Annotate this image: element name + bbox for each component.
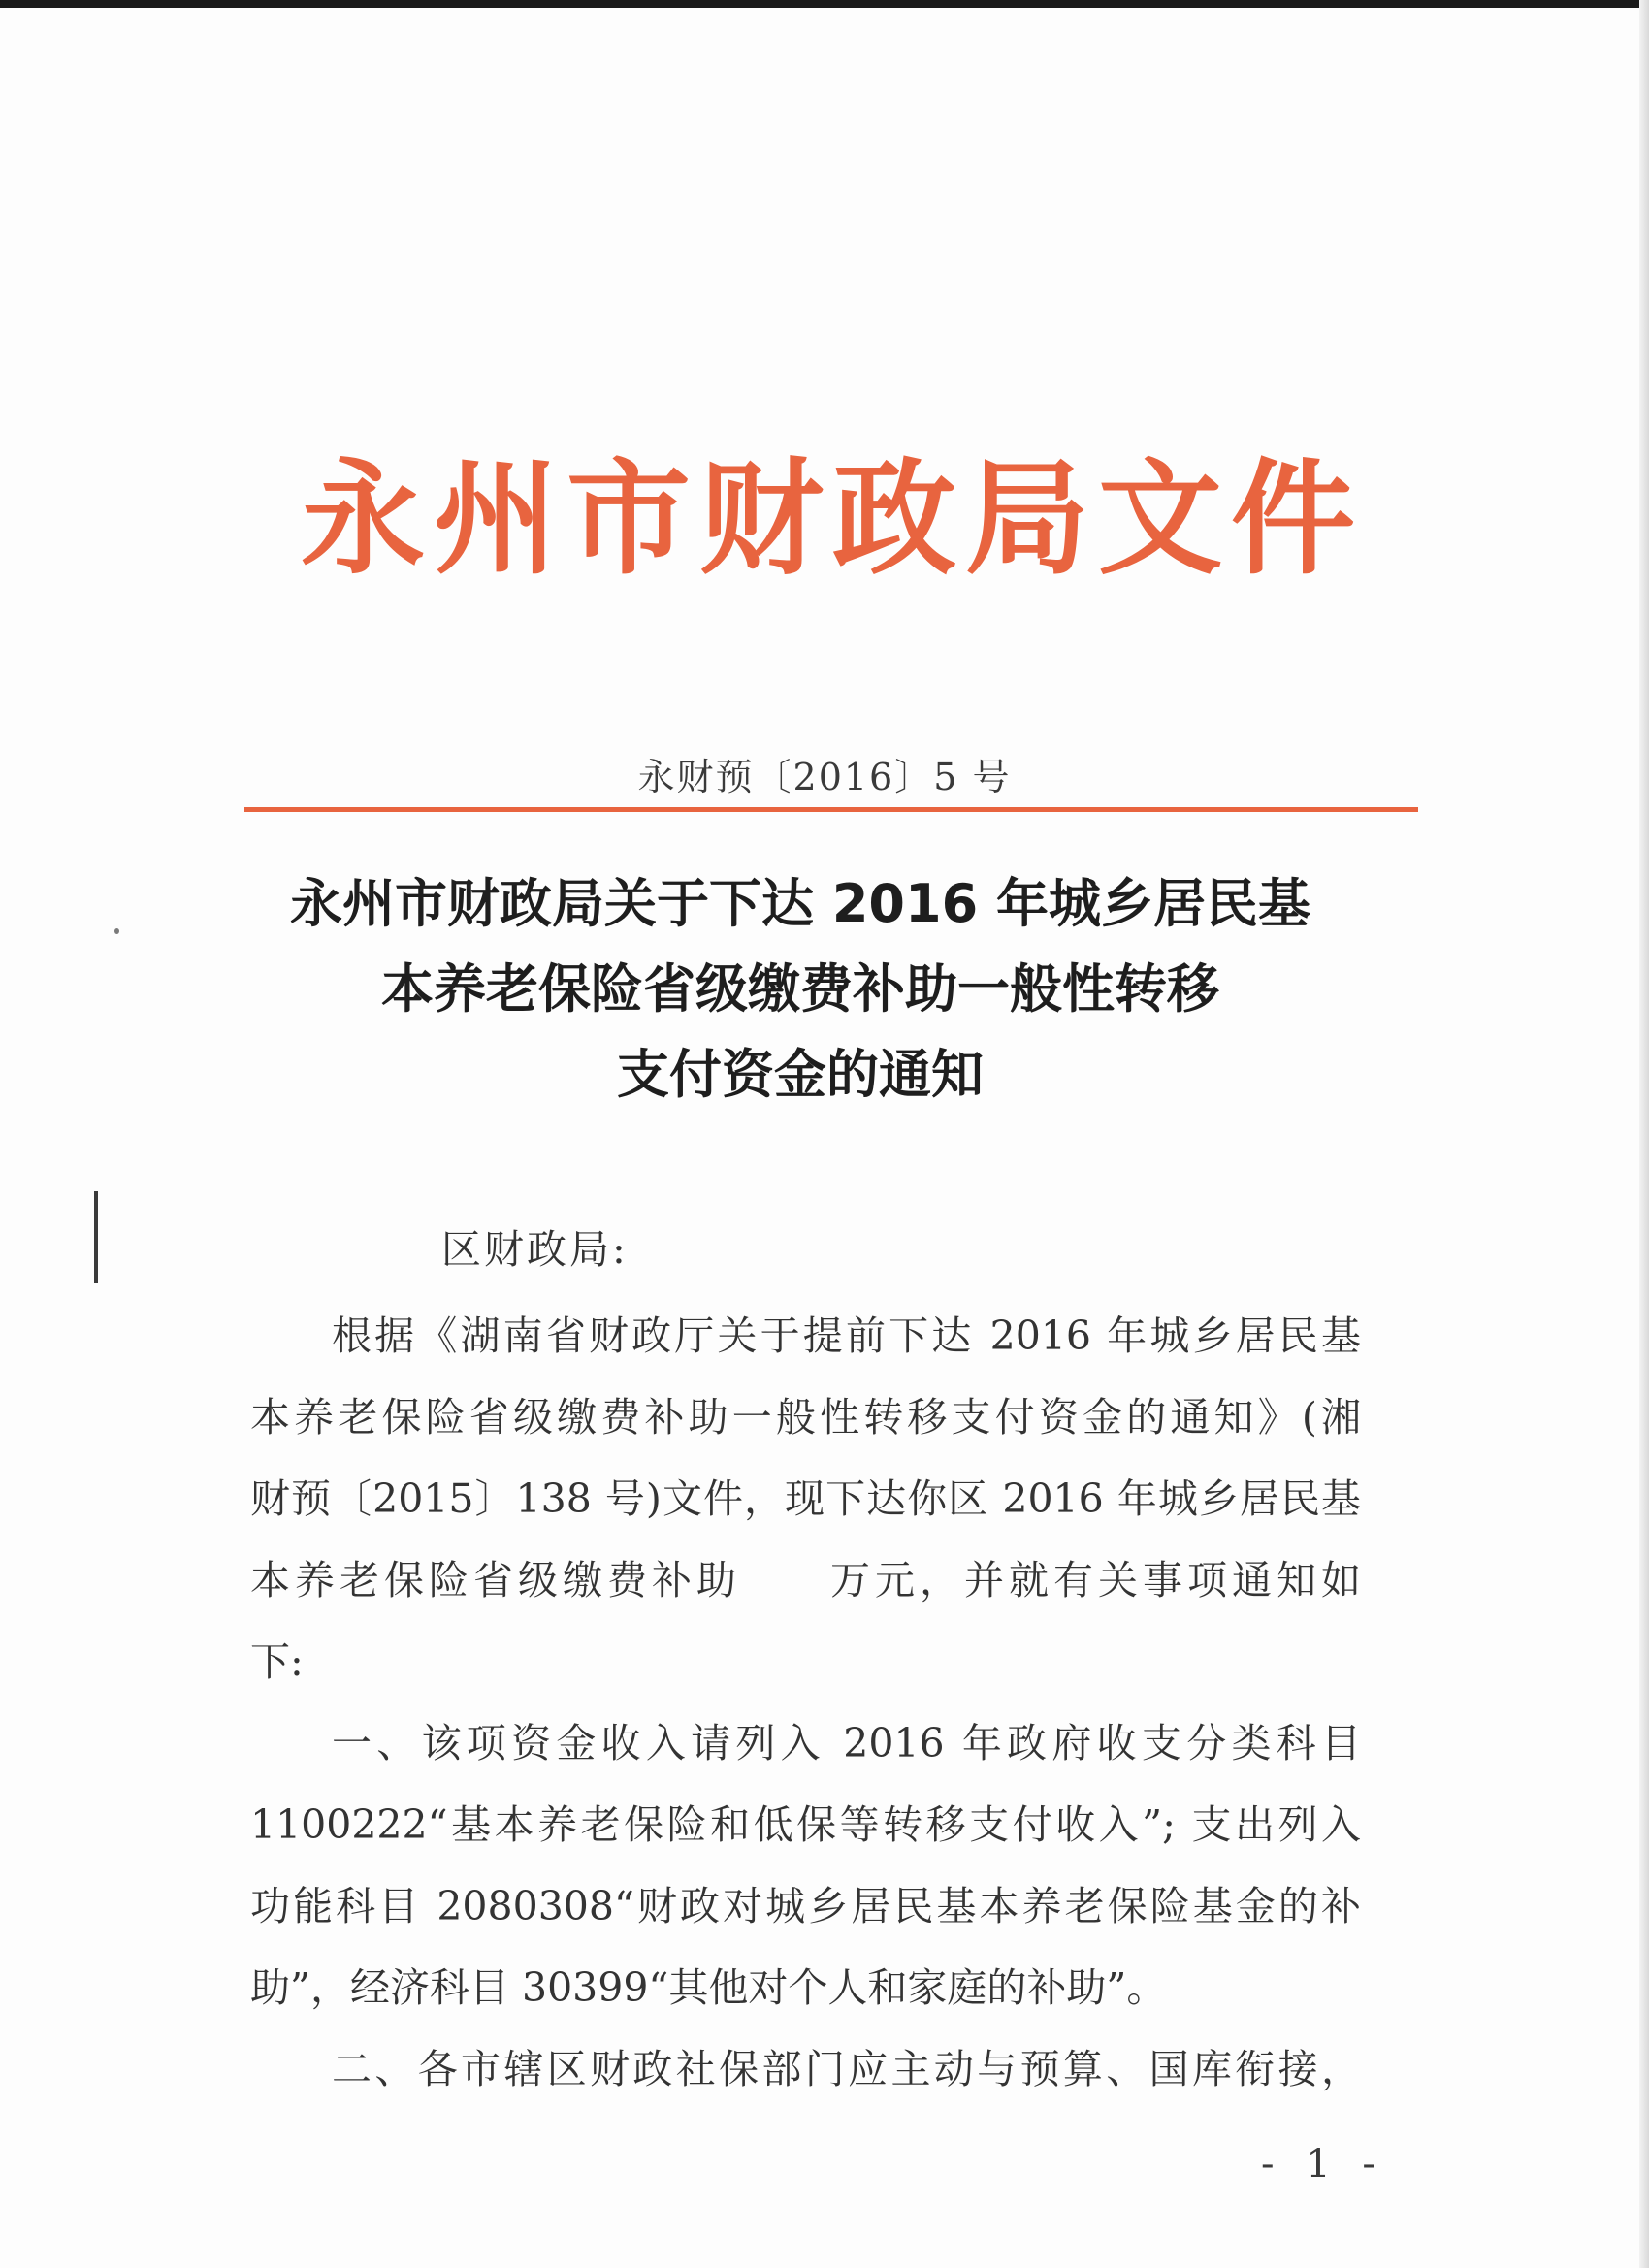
title-line: 永州市财政局关于下达 2016 年城乡居民基: [290, 873, 1310, 934]
title-line: 支付资金的通知: [617, 1044, 984, 1105]
document-title: [155, 861, 1445, 1118]
scan-speck: [114, 928, 119, 934]
body-line: 功能科目 2080308“财政对城乡居民基本养老保险基金的补: [250, 1883, 1361, 1929]
body-line: 1100222“基本养老保险和低保等转移支付收入”; 支出列入: [250, 1801, 1361, 1848]
document-header: 永州市财政局文件: [301, 446, 1365, 592]
body-line: 财预〔2015〕138 号)文件，现下达你区 2016 年城乡居民基: [250, 1475, 1361, 1522]
document-body: [250, 1295, 1361, 2110]
red-divider-rule: [244, 807, 1418, 812]
body-line: 二、各市辖区财政社保部门应主动与预算、国库衔接，: [332, 2046, 1361, 2092]
page-number: - 1 -: [1261, 2142, 1385, 2187]
body-line: 一、该项资金收入请列入 2016 年政府收支分类科目: [332, 1720, 1361, 1766]
body-line: 下:: [250, 1638, 304, 1685]
body-line: 本养老保险省级缴费补助一般性转移支付资金的通知》(湘: [250, 1394, 1361, 1441]
document-number: 永财预〔2016〕5 号: [637, 756, 1012, 798]
binding-mark: [94, 1191, 98, 1283]
salutation: 区财政局:: [441, 1226, 629, 1273]
body-line: 根据《湖南省财政厅关于提前下达 2016 年城乡居民基: [332, 1312, 1361, 1359]
scan-edge-right: [1639, 0, 1649, 2268]
body-line: 本养老保险省级缴费补助 万元，并就有关事项通知如: [250, 1557, 1361, 1604]
body-line: 助”，经济科目 30399“其他对个人和家庭的补助”。: [250, 1964, 1167, 2011]
scan-edge-top: [0, 0, 1649, 8]
title-line: 本养老保险省级缴费补助一般性转移: [381, 958, 1219, 1020]
